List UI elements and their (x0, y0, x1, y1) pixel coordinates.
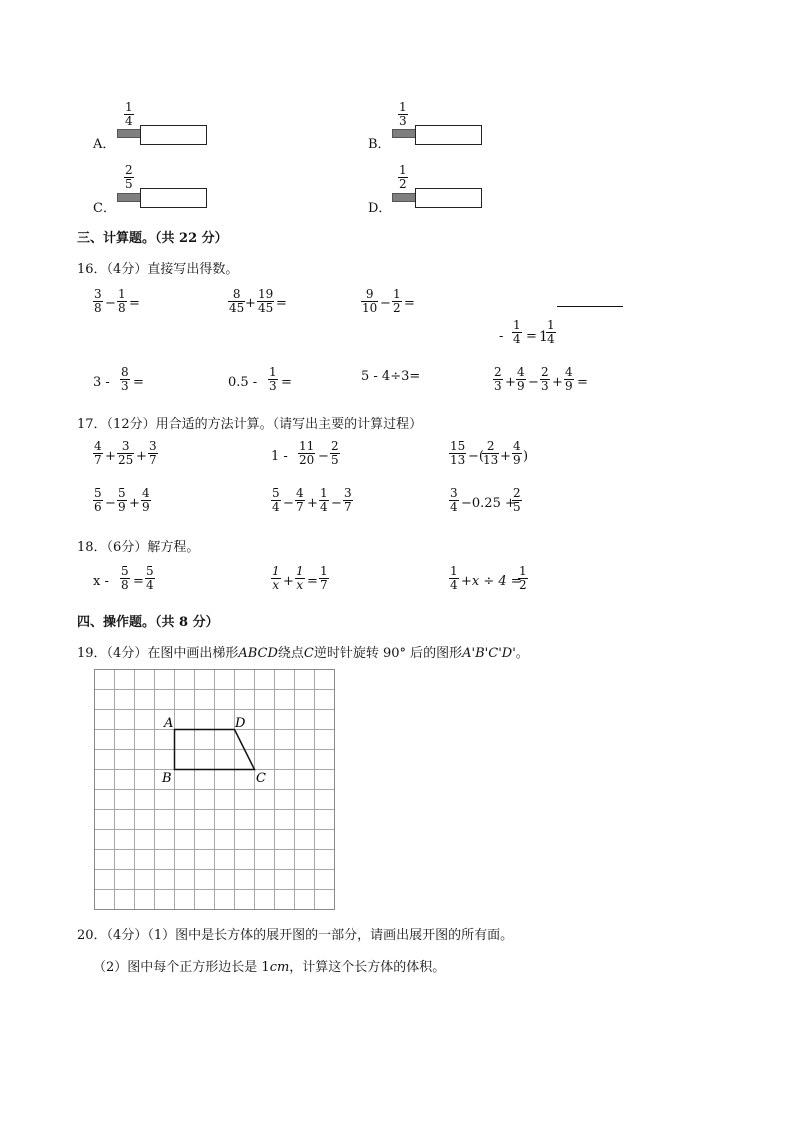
option-a-fraction: $\frac{1}{4}$ (125, 100, 133, 128)
q20-line-1: 20．（4分）（1）图中是长方体的展开图的一部分，请画出展开图的所有面。 (77, 928, 514, 943)
option-b-letter: B． (368, 137, 391, 152)
grid-lines (94, 669, 334, 909)
option-b-fraction: $\frac{1}{3}$ (399, 100, 407, 128)
option-c-fraction: $\frac{2}{5}$ (125, 163, 133, 191)
label-point-a: A (164, 716, 174, 731)
option-c-gray-bar (117, 193, 141, 202)
q18-heading: 18．（6分）解方程。 (77, 540, 200, 555)
q19-heading: 19．（4分）在图中画出梯形ABCD绕点C逆时针旋转 90° 后的图形A'B'C'D'。 (77, 646, 529, 661)
option-b-white-bar (415, 125, 482, 145)
answer-blank-line (557, 306, 623, 307)
q16-heading: 16．（4分）直接写出得数。 (77, 262, 239, 277)
label-point-b: B (162, 771, 172, 786)
q20-line-2: （2）图中每个正方形边长是 1cm，计算这个长方体的体积。 (93, 960, 446, 975)
option-a-letter: A． (93, 137, 116, 152)
option-a-white-bar (140, 125, 207, 145)
option-a-gray-bar (117, 129, 141, 138)
option-d-fraction: $\frac{1}{2}$ (399, 163, 407, 191)
label-point-d: D (235, 716, 246, 731)
q17-heading: 17．（12分）用合适的方法计算。（请写出主要的计算过程） (77, 417, 423, 432)
option-d-letter: D． (368, 201, 392, 216)
option-d-gray-bar (392, 193, 416, 202)
q19-grid-figure[interactable] (94, 669, 337, 912)
section-3-title: 三、计算题。（共 22 分） (77, 231, 228, 246)
q16-item-2c: 5 - 4÷3= (361, 369, 421, 384)
option-c-white-bar (140, 188, 207, 208)
section-4-title: 四、操作题。（共 8 分） (77, 615, 219, 630)
label-point-c: C (256, 771, 266, 786)
option-b-gray-bar (392, 129, 416, 138)
option-c-letter: C． (93, 201, 116, 216)
option-d-white-bar (415, 188, 482, 208)
